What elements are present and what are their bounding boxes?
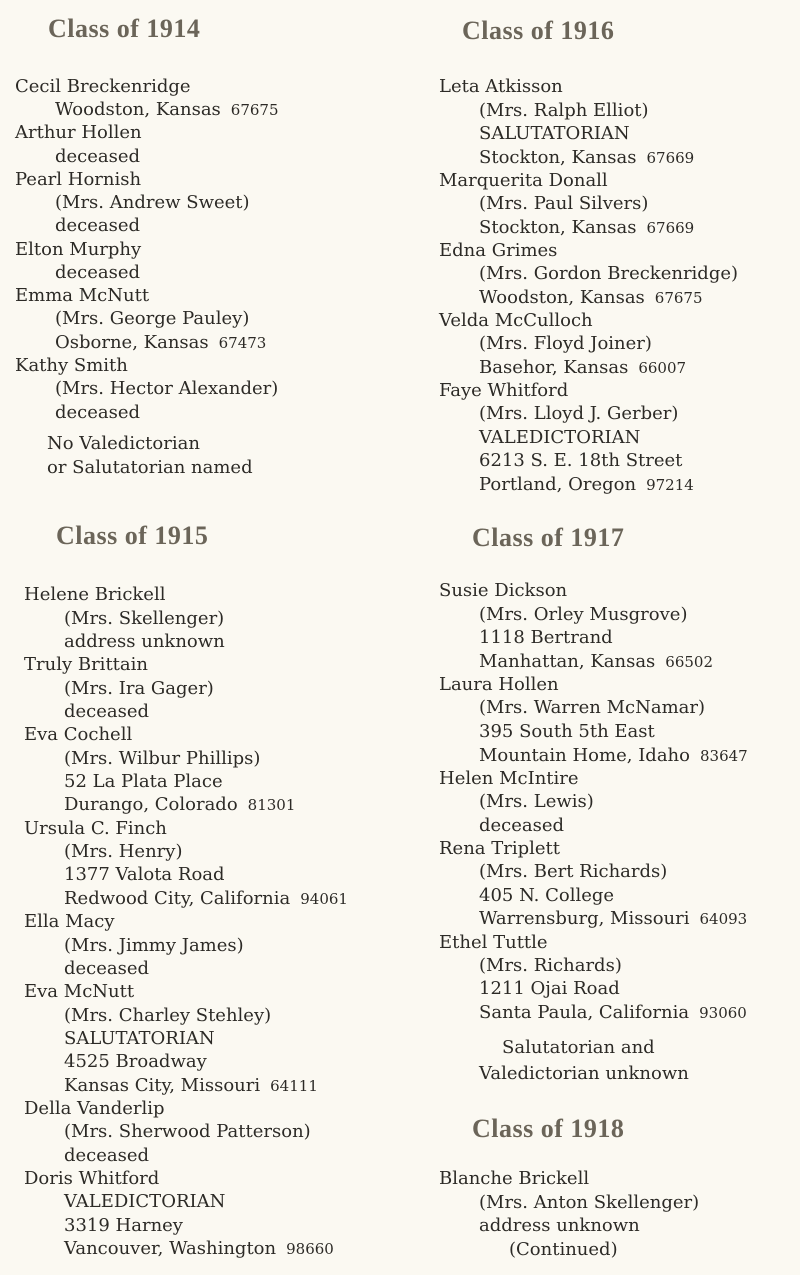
alumni-address: Warrensburg, Missouri 64093	[479, 908, 748, 929]
alumni-address: Stockton, Kansas 67669	[479, 217, 695, 238]
alumni-name: Doris Whitford	[24, 1168, 160, 1189]
zip-code: 67473	[218, 334, 267, 352]
alumni-honor: SALUTATORIAN	[479, 123, 630, 144]
zip-code: 64093	[699, 910, 748, 928]
heading-class-of-1918: Class of 1918	[472, 1114, 625, 1143]
alumni-status: deceased	[55, 146, 141, 167]
alumni-street: 3319 Harney	[64, 1215, 183, 1236]
zip-code: 98660	[286, 1240, 334, 1258]
alumni-honor: VALEDICTORIAN	[64, 1191, 226, 1212]
alumni-name: Marquerita Donall	[439, 170, 608, 191]
alumni-married-name: (Mrs. Sherwood Patterson)	[64, 1121, 311, 1142]
zip-code: 67669	[646, 149, 695, 167]
alumni-name: Eva Cochell	[24, 724, 133, 745]
zip-code: 67675	[654, 289, 703, 307]
zip-code: 81301	[247, 796, 296, 814]
alumni-status: address unknown	[479, 1215, 640, 1236]
alumni-address: Woodston, Kansas 67675	[479, 287, 703, 308]
alumni-address: Stockton, Kansas 67669	[479, 147, 695, 168]
heading-class-of-1916: Class of 1916	[462, 16, 615, 45]
alumni-married-name: (Mrs. Bert Richards)	[479, 861, 668, 882]
alumni-honor: VALEDICTORIAN	[479, 427, 641, 448]
alumni-status: deceased	[64, 1145, 150, 1166]
alumni-status: address unknown	[64, 631, 225, 652]
class-note: Salutatorian and	[502, 1037, 655, 1058]
alumni-name: Pearl Hornish	[15, 169, 142, 190]
alumni-street: 395 South 5th East	[479, 721, 655, 742]
alumni-married-name: (Mrs. Floyd Joiner)	[479, 333, 652, 354]
class-note: Valedictorian unknown	[479, 1063, 689, 1084]
alumni-name: Rena Triplett	[439, 838, 561, 859]
alumni-street: 1377 Valota Road	[64, 864, 225, 885]
zip-code: 93060	[699, 1004, 747, 1022]
alumni-address: Santa Paula, California 93060	[479, 1002, 747, 1023]
alumni-name: Faye Whitford	[439, 380, 569, 401]
alumni-name: Edna Grimes	[439, 240, 558, 261]
alumni-married-name: (Mrs. Orley Musgrove)	[479, 604, 688, 625]
alumni-name: Cecil Breckenridge	[15, 76, 191, 97]
alumni-married-name: (Mrs. Henry)	[64, 841, 183, 862]
alumni-married-name: (Mrs. Hector Alexander)	[55, 378, 279, 399]
alumni-status: deceased	[55, 402, 141, 423]
alumni-address: Woodston, Kansas 67675	[55, 99, 279, 120]
continued-note: (Continued)	[509, 1239, 618, 1260]
zip-code: 66007	[638, 359, 687, 377]
alumni-street: 4525 Broadway	[64, 1051, 207, 1072]
alumni-address: Portland, Oregon 97214	[479, 474, 694, 495]
alumni-married-name: (Mrs. Charley Stehley)	[64, 1005, 272, 1026]
alumni-name: Leta Atkisson	[439, 76, 563, 97]
alumni-married-name: (Mrs. Anton Skellenger)	[479, 1192, 700, 1213]
alumni-name: Eva McNutt	[24, 981, 135, 1002]
zip-code: 67669	[646, 219, 695, 237]
alumni-name: Blanche Brickell	[439, 1168, 590, 1189]
alumni-honor: SALUTATORIAN	[64, 1028, 215, 1049]
alumni-married-name: (Mrs. George Pauley)	[55, 308, 250, 329]
alumni-married-name: (Mrs. Jimmy James)	[64, 935, 244, 956]
alumni-married-name: (Mrs. Andrew Sweet)	[55, 192, 250, 213]
alumni-address: Kansas City, Missouri 64111	[64, 1075, 318, 1096]
alumni-address: Vancouver, Washington 98660	[64, 1238, 334, 1259]
alumni-street: 1118 Bertrand	[479, 627, 613, 648]
heading-class-of-1914: Class of 1914	[48, 14, 201, 43]
alumni-status: deceased	[64, 958, 150, 979]
alumni-status: deceased	[479, 815, 565, 836]
heading-class-of-1917: Class of 1917	[472, 523, 625, 552]
alumni-married-name: (Mrs. Warren McNamar)	[479, 697, 706, 718]
alumni-name: Kathy Smith	[15, 355, 128, 376]
heading-class-of-1915: Class of 1915	[56, 521, 209, 550]
alumni-name: Velda McCulloch	[439, 310, 593, 331]
alumni-address: Mountain Home, Idaho 83647	[479, 745, 748, 766]
alumni-name: Susie Dickson	[439, 580, 568, 601]
alumni-address: Basehor, Kansas 66007	[479, 357, 687, 378]
alumni-married-name: (Mrs. Richards)	[479, 955, 622, 976]
alumni-name: Della Vanderlip	[24, 1098, 165, 1119]
alumni-name: Ursula C. Finch	[24, 818, 167, 839]
alumni-street: 1211 Ojai Road	[479, 978, 620, 999]
alumni-married-name: (Mrs. Ira Gager)	[64, 678, 214, 699]
alumni-street: 405 N. College	[479, 885, 615, 906]
alumni-address: Redwood City, California 94061	[64, 888, 348, 909]
alumni-address: Osborne, Kansas 67473	[55, 332, 267, 353]
alumni-address: Manhattan, Kansas 66502	[479, 651, 714, 672]
zip-code: 94061	[300, 890, 348, 908]
alumni-status: deceased	[55, 262, 141, 283]
alumni-name: Helene Brickell	[24, 584, 166, 605]
alumni-name: Truly Brittain	[24, 654, 148, 675]
alumni-married-name: (Mrs. Wilbur Phillips)	[64, 748, 261, 769]
alumni-married-name: (Mrs. Paul Silvers)	[479, 193, 649, 214]
alumni-married-name: (Mrs. Lewis)	[479, 791, 594, 812]
alumni-street: 6213 S. E. 18th Street	[479, 450, 683, 471]
alumni-married-name: (Mrs. Skellenger)	[64, 608, 225, 629]
alumni-name: Emma McNutt	[15, 285, 150, 306]
zip-code: 67675	[230, 101, 279, 119]
zip-code: 97214	[646, 476, 694, 494]
zip-code: 83647	[699, 747, 748, 765]
class-note: No Valedictorian	[47, 433, 200, 454]
alumni-status: deceased	[55, 215, 141, 236]
alumni-address: Durango, Colorado 81301	[64, 794, 296, 815]
alumni-name: Helen McIntire	[439, 768, 579, 789]
alumni-name: Ethel Tuttle	[439, 932, 548, 953]
alumni-married-name: (Mrs. Gordon Breckenridge)	[479, 263, 739, 284]
alumni-name: Laura Hollen	[439, 674, 559, 695]
alumni-married-name: (Mrs. Lloyd J. Gerber)	[479, 403, 679, 424]
alumni-name: Ella Macy	[24, 911, 115, 932]
alumni-name: Elton Murphy	[15, 239, 142, 260]
class-note: or Salutatorian named	[47, 457, 253, 478]
alumni-name: Arthur Hollen	[15, 122, 142, 143]
alumni-married-name: (Mrs. Ralph Elliot)	[479, 100, 649, 121]
alumni-street: 52 La Plata Place	[64, 771, 223, 792]
alumni-status: deceased	[64, 701, 150, 722]
zip-code: 66502	[665, 653, 714, 671]
zip-code: 64111	[270, 1077, 318, 1095]
